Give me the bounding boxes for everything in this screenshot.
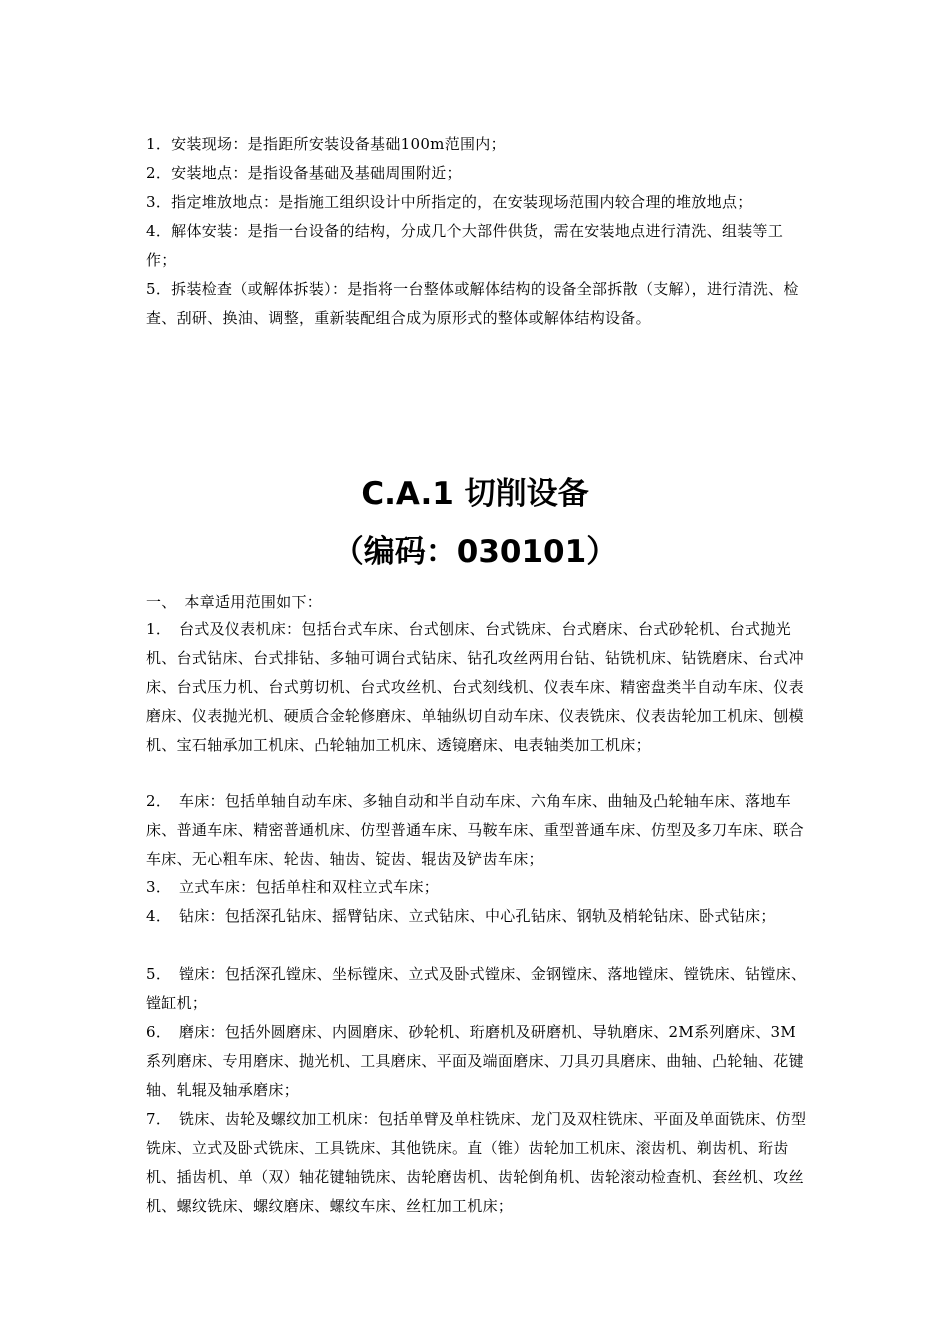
section-code: （编码：030101） xyxy=(332,534,618,570)
scope-item-5: 5． 镗床：包括深孔镗床、坐标镗床、立式及卧式镗床、金钢镗床、落地镗床、镗铣床、钻镗床、镗缸机； xyxy=(146,965,807,1012)
definition-5: 5．拆装检查（或解体拆装）：是指将一台整体或解体结构的设备全部拆散（支解），进行清洗、检查、刮研、换油、调整，重新装配组合成为原形式的整体或解体结构设备。 xyxy=(146,280,799,327)
scope-intro: 一、 本章适用范围如下： xyxy=(146,593,323,611)
definition-4: 4．解体安装：是指一台设备的结构，分成几个大部件供货，需在安装地点进行清洗、组装等工作； xyxy=(146,222,784,269)
definition-3: 3．指定堆放地点：是指施工组织设计中所指定的，在安装现场范围内较合理的堆放地点； xyxy=(146,193,753,211)
scope-item-1: 1． 台式及仪表机床：包括台式车床、台式刨床、台式铣床、台式磨床、台式砂轮机、台式抛光机、台式钻床、台式排钻、多轴可调台式钻床、钻孔攻丝两用台钻、钻铣机床、钻铣磨床、台式冲床、台式压力机、台式剪切机、台式攻丝机、台式刻线机、仪表车床、精密盘类半自动车床、仪表磨床、仪表抛光机、硬质合金轮修磨床、单轴纵切自动车床、仪表铣床、仪表齿轮加工机床、刨模机、宝石轴承加工机床、凸轮轴加工机床、透镜磨床、电表轴类加工机床； xyxy=(146,620,804,754)
scope-item-3: 3． 立式车床：包括单柱和双柱立式车床； xyxy=(146,878,440,896)
scope-item-7: 7． 铣床、齿轮及螺纹加工机床：包括单臂及单柱铣床、龙门及双柱铣床、平面及单面铣床、仿型铣床、立式及卧式铣床、工具铣床、其他铣床。直（锥）齿轮加工机床、滚齿机、剃齿机、珩齿机、插齿机、单（双）轴花键轴铣床、齿轮磨齿机、齿轮倒角机、齿轮滚动检查机、套丝机、攻丝机、螺纹铣床、螺纹磨床、螺纹车床、丝杠加工机床； xyxy=(146,1110,807,1215)
definition-2: 2．安装地点：是指设备基础及基础周围附近； xyxy=(146,164,462,182)
scope-item-4: 4． 钻床：包括深孔钻床、摇臂钻床、立式钻床、中心孔钻床、钢轨及梢轮钻床、卧式钻床； xyxy=(146,907,776,925)
section-title: C.A.1 切削设备 xyxy=(361,476,589,512)
definition-1: 1．安装现场：是指距所安装设备基础100m范围内； xyxy=(146,135,506,153)
scope-item-2: 2． 车床：包括单轴自动车床、多轴自动和半自动车床、六角车床、曲轴及凸轮轴车床、落地车床、普通车床、精密普通机床、仿型普通车床、马鞍车床、重型普通车床、仿型及多刀车床、联合车床、无心粗车床、轮齿、轴齿、锭齿、辊齿及铲齿车床； xyxy=(146,792,804,868)
scope-item-6: 6． 磨床：包括外圆磨床、内圆磨床、砂轮机、珩磨机及研磨机、导轨磨床、2M系列磨床、3M系列磨床、专用磨床、抛光机、工具磨床、平面及端面磨床、刀具刃具磨床、曲轴、凸轮轴、花键轴、轧辊及轴承磨床； xyxy=(146,1023,804,1099)
